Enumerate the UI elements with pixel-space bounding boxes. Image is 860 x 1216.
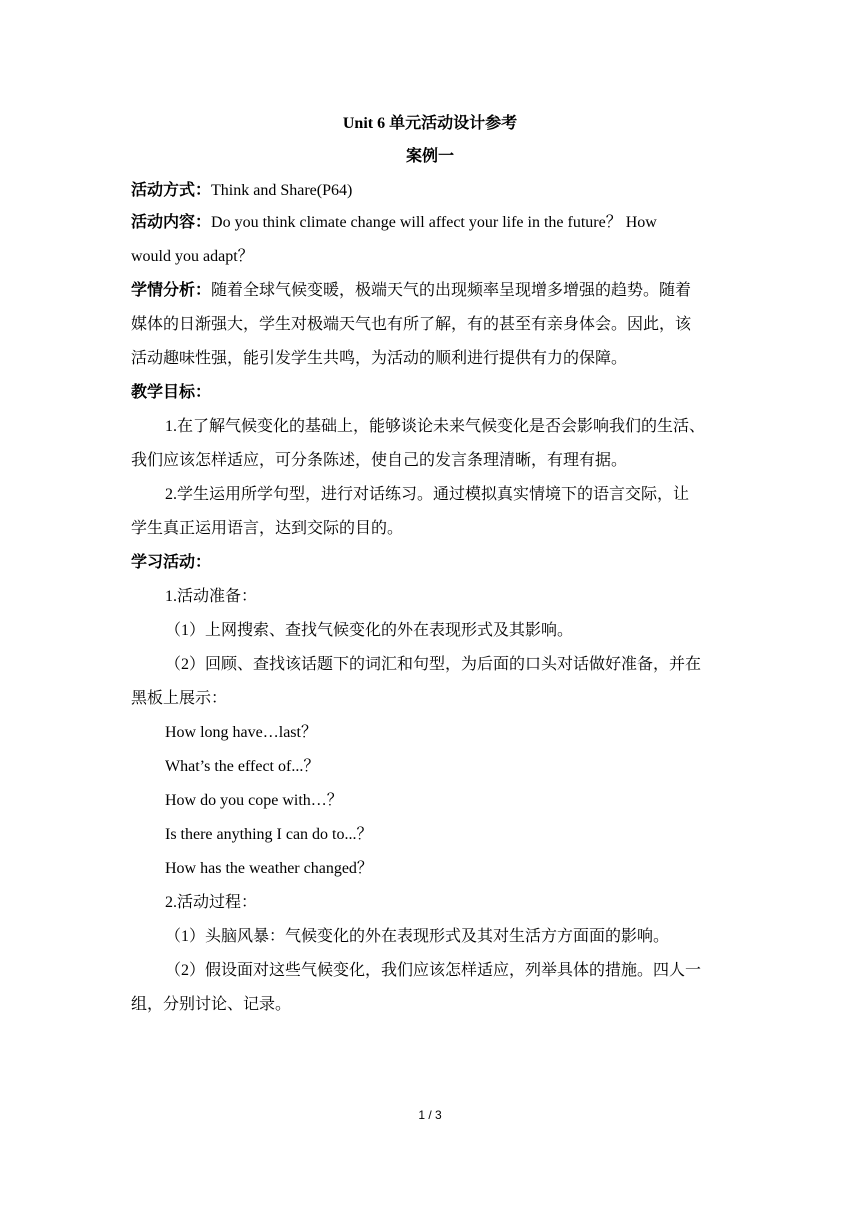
phrase-item: Is there anything I can do to...？ bbox=[165, 826, 373, 843]
activity-mode bbox=[131, 180, 741, 202]
process-step1: （1）头脑风暴：气候变化的外在表现形式及其对生活方方面面的影响。 bbox=[165, 928, 670, 945]
goal2-line2: 学生真正运用语言，达到交际的目的。 bbox=[131, 520, 404, 537]
teaching-goals-heading: 教学目标： bbox=[131, 384, 212, 401]
activity-content-line1: Do you think climate change will affect your life in the future？ How bbox=[211, 214, 657, 231]
phrase-item: How long have…last？ bbox=[165, 724, 317, 741]
phrase-item: How has the weather changed？ bbox=[165, 860, 373, 877]
phrase-item: What’s the effect of...？ bbox=[165, 758, 320, 775]
goal1-line2: 我们应该怎样适应，可分条陈述，使自己的发言条理清晰，有理有据。 bbox=[131, 452, 628, 469]
learning-analysis-line2: 媒体的日渐强大，学生对极端天气也有所了解，有的甚至有亲身体会。因此，该 bbox=[131, 316, 692, 333]
page-number: 1 / 3 bbox=[418, 1108, 442, 1122]
activity-content-line2: would you adapt？ bbox=[131, 248, 254, 265]
process-step2-line1: （2）假设面对这些气候变化，我们应该怎样适应，列举具体的措施。四人一 bbox=[165, 962, 702, 979]
learning-analysis-line1: 随着全球气候变暖，极端天气的出现频率呈现增多增强的趋势。随着 bbox=[211, 282, 692, 299]
phrase-item: How do you cope with…？ bbox=[165, 792, 343, 809]
process-step2-line2: 组，分别讨论、记录。 bbox=[131, 996, 292, 1013]
activity-content-label: 活动内容： bbox=[131, 214, 212, 231]
learning-analysis-line3: 活动趣味性强，能引发学生共鸣，为活动的顺利进行提供有力的保障。 bbox=[131, 350, 628, 367]
document-title: Unit 6 单元活动设计参考 bbox=[342, 115, 518, 132]
learning-analysis bbox=[131, 280, 741, 302]
learning-analysis-label: 学情分析： bbox=[131, 282, 212, 299]
goal1-line1: 1.在了解气候变化的基础上，能够谈论未来气候变化是否会影响我们的生活、 bbox=[165, 418, 706, 435]
activity-mode-value: Think and Share(P64) bbox=[211, 182, 353, 199]
preparation-step1: （1）上网搜索、查找气候变化的外在表现形式及其影响。 bbox=[165, 622, 574, 639]
process-heading: 2.活动过程： bbox=[165, 894, 258, 911]
goal2-line1: 2.学生运用所学句型，进行对话练习。通过模拟真实情境下的语言交际，让 bbox=[165, 486, 690, 503]
activity-mode-label: 活动方式： bbox=[131, 182, 212, 199]
activity-content bbox=[131, 212, 741, 234]
preparation-step2-line2: 黑板上展示： bbox=[131, 690, 228, 707]
learning-activities-heading: 学习活动： bbox=[131, 554, 212, 571]
preparation-heading: 1.活动准备： bbox=[165, 588, 258, 605]
preparation-step2-line1: （2）回顾、查找该话题下的词汇和句型，为后面的口头对话做好准备，并在 bbox=[165, 656, 702, 673]
case-subtitle: 案例一 bbox=[405, 148, 454, 165]
